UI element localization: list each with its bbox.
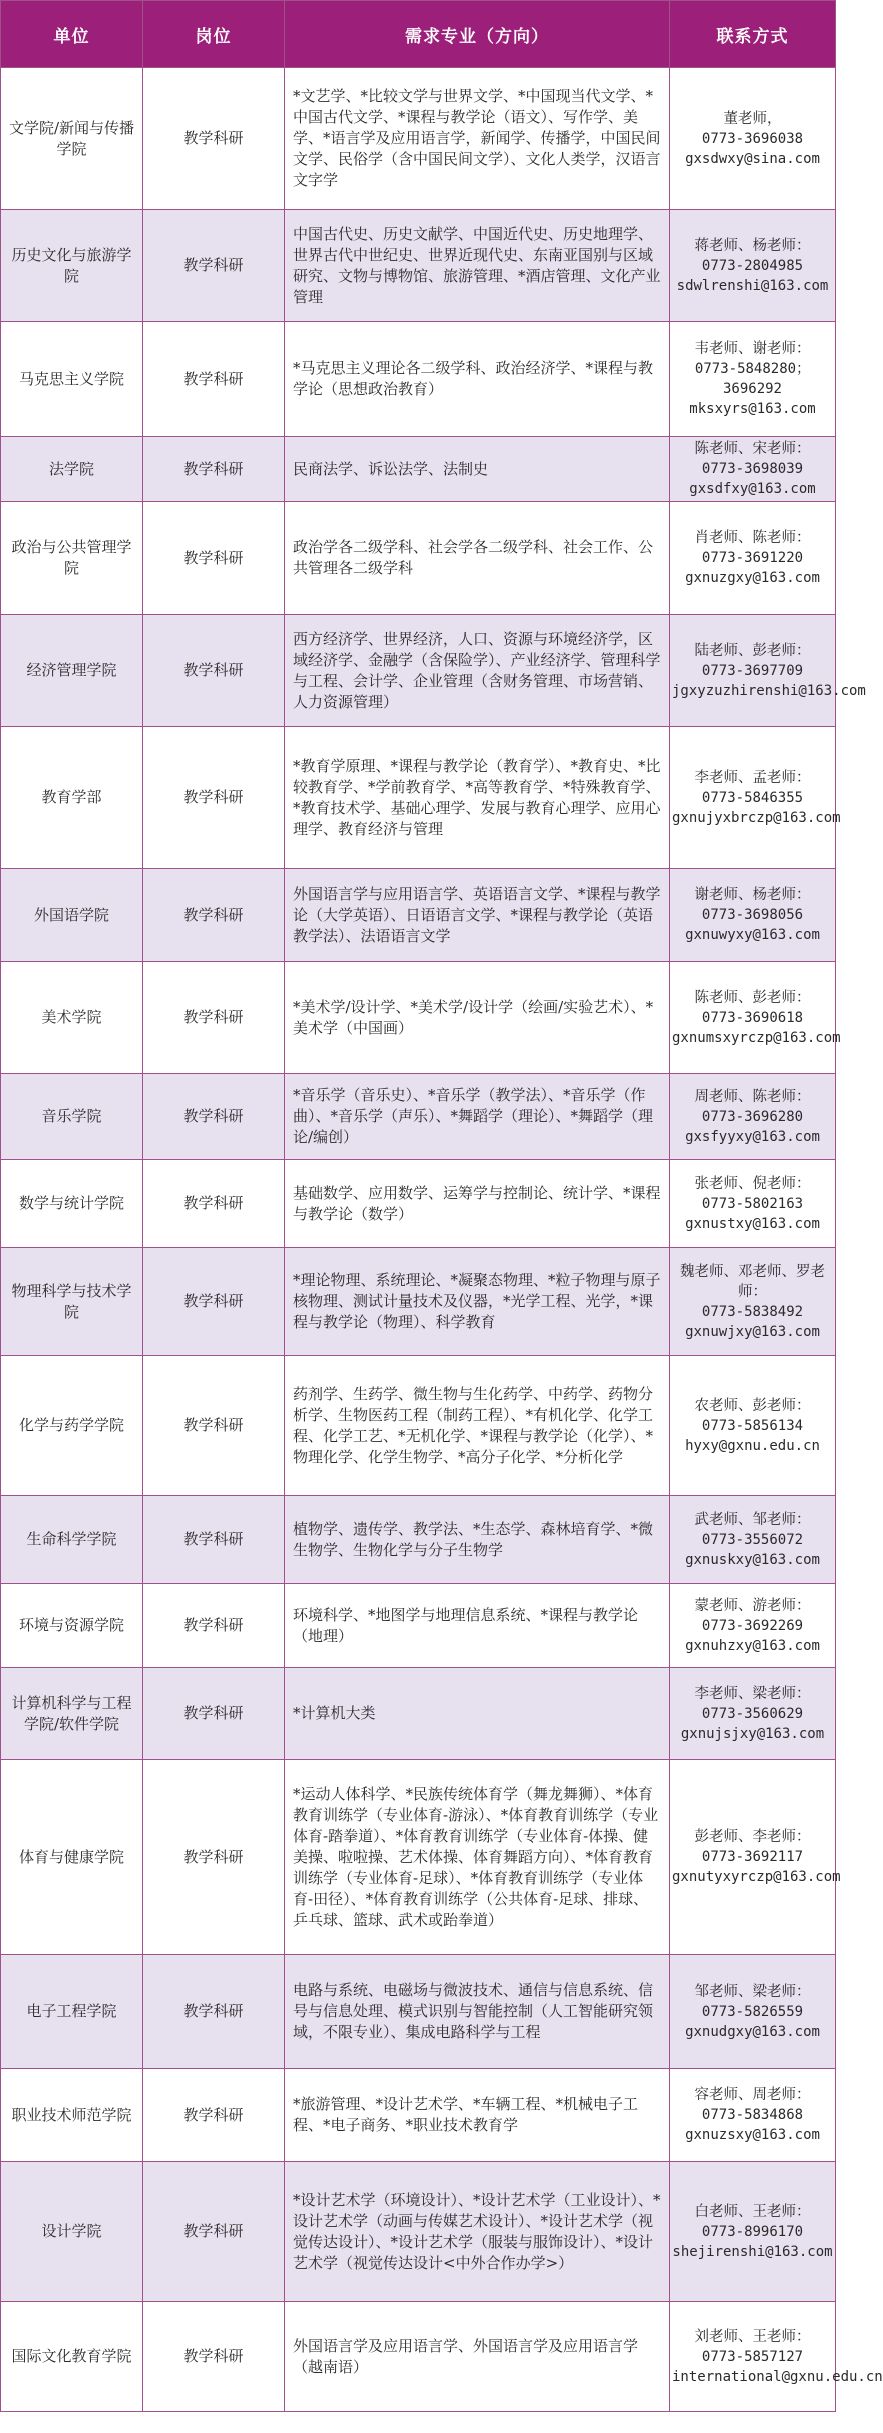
contact-name: 李老师、孟老师： xyxy=(694,769,811,786)
contact-email[interactable]: mksxyrs@163.com xyxy=(689,401,816,417)
unit-cell: 外国语学院 xyxy=(1,869,143,962)
contact-cell xyxy=(670,502,836,615)
table-row xyxy=(1,2162,836,2302)
unit-cell: 环境与资源学院 xyxy=(1,1584,143,1668)
contact-name: 陈老师、彭老师： xyxy=(694,989,811,1006)
table-row xyxy=(1,1496,836,1584)
contact-name: 彭老师、李老师： xyxy=(694,1829,811,1845)
contact-cell xyxy=(670,1955,836,2069)
contact-cell xyxy=(670,1160,836,1248)
unit-cell: 体育与健康学院 xyxy=(1,1760,143,1955)
contact-phone: 0773-3697709 xyxy=(701,662,804,679)
table-row xyxy=(1,727,836,869)
contact-email[interactable]: shejirenshi@163.com xyxy=(672,2243,833,2260)
contact-cell xyxy=(670,68,836,210)
post-cell: 教学科研 xyxy=(143,1668,285,1760)
contact-email[interactable]: gxnuhzxy@163.com xyxy=(685,1637,820,1654)
table-row xyxy=(1,962,836,1074)
contact-email[interactable]: gxnudgxy@163.com xyxy=(685,2023,820,2040)
major-cell: 民商法学、诉讼法学、法制史 xyxy=(285,437,670,502)
contact-cell xyxy=(670,1356,836,1496)
unit-cell: 教育学部 xyxy=(1,727,143,869)
contact-cell xyxy=(670,1584,836,1668)
unit-cell: 化学与药学学院 xyxy=(1,1356,143,1496)
contact-cell xyxy=(670,1760,841,1955)
contact-phone: 0773-3692117 xyxy=(701,1849,804,1865)
major-cell: *马克思主义理论各二级学科、政治经济学、*课程与教学论（思想政治教育） xyxy=(285,322,670,437)
major-cell: 外国语言学与应用语言学、英语语言文学、*课程与教学论（大学英语）、日语语言文学、*课程与教学论（英语教学法）、法语语言文学 xyxy=(285,869,670,962)
table-row xyxy=(1,210,836,322)
unit-cell: 国际文化教育学院 xyxy=(1,2302,143,2412)
major-cell: *计算机大类 xyxy=(285,1668,670,1760)
contact-phone: 0773-5802163 xyxy=(701,1195,804,1212)
contact-phone: 0773-3696280 xyxy=(701,1108,804,1125)
contact-phone: 0773-5826559 xyxy=(701,2003,804,2020)
contact-cell xyxy=(670,1668,836,1760)
contact-cell xyxy=(670,1074,836,1160)
contact-email[interactable]: gxnuzgxy@163.com xyxy=(685,570,820,586)
contact-email[interactable]: gxnumsxyrczp@163.com xyxy=(672,1029,841,1046)
table-row xyxy=(1,1248,836,1356)
contact-cell xyxy=(670,727,841,869)
unit-cell: 音乐学院 xyxy=(1,1074,143,1160)
major-cell: *文艺学、*比较文学与世界文学、*中国现当代文学、*中国古代文学、*课程与教学论（语文）、写作学、美学、*语言学及应用语言学，新闻学、传播学，中国民间文学、民俗学（含中国民间文学）、文化人类学，汉语言文字学 xyxy=(285,68,670,210)
table-row xyxy=(1,502,836,615)
table-row xyxy=(1,869,836,962)
contact-name: 农老师、彭老师： xyxy=(694,1397,811,1414)
table-row xyxy=(1,615,836,727)
contact-cell xyxy=(670,2162,836,2302)
contact-name: 武老师、邹老师： xyxy=(694,1511,811,1528)
contact-name: 白老师、王老师： xyxy=(694,2203,811,2220)
contact-phone: 0773-3692269 xyxy=(701,1617,804,1634)
contact-name: 董老师， xyxy=(723,110,782,127)
contact-phone: 0773-3691220 xyxy=(701,550,804,566)
contact-phone: 0773-5834868 xyxy=(701,2107,804,2123)
contact-email[interactable]: gxnuskxy@163.com xyxy=(685,1551,820,1568)
header-post: 岗位 xyxy=(143,1,285,68)
post-cell: 教学科研 xyxy=(143,2069,285,2162)
contact-email[interactable]: gxnuzsxy@163.com xyxy=(685,2127,820,2143)
contact-email[interactable]: international@gxnu.edu.cn xyxy=(672,2368,883,2385)
contact-name: 容老师、周老师： xyxy=(694,2087,811,2103)
unit-cell: 电子工程学院 xyxy=(1,1955,143,2069)
contact-email[interactable]: gxnuwjxy@163.com xyxy=(685,1323,820,1340)
major-cell: *设计艺术学（环境设计）、*设计艺术学（工业设计）、*设计艺术学（动画与传媒艺术设计）、*设计艺术学（视觉传达设计）、*设计艺术学（服装与服饰设计）、*设计艺术学（视觉传达设计<中外合作办学>） xyxy=(285,2162,670,2302)
contact-email[interactable]: gxnustxy@163.com xyxy=(685,1215,820,1232)
contact-name: 李老师、梁老师： xyxy=(694,1685,811,1702)
table-row xyxy=(1,1074,836,1160)
contact-phone: 0773-3690618 xyxy=(701,1009,804,1026)
contact-email[interactable]: gxnujsjxy@163.com xyxy=(680,1725,825,1742)
header-major: 需求专业（方向） xyxy=(285,1,670,68)
unit-cell: 政治与公共管理学院 xyxy=(1,502,143,615)
contact-cell xyxy=(670,615,866,727)
contact-email[interactable]: gxnutyxyrczp@163.com xyxy=(672,1869,841,1885)
contact-cell xyxy=(670,210,836,322)
major-cell: *旅游管理、*设计艺术学、*车辆工程、*机械电子工程、*电子商务、*职业技术教育学 xyxy=(285,2069,670,2162)
unit-cell: 数学与统计学院 xyxy=(1,1160,143,1248)
major-cell: 电路与系统、电磁场与微波技术、通信与信息系统、信号与信息处理、模式识别与智能控制（人工智能研究领域，不限专业）、集成电路科学与工程 xyxy=(285,1955,670,2069)
unit-cell: 经济管理学院 xyxy=(1,615,143,727)
contact-name: 张老师、倪老师： xyxy=(694,1175,811,1192)
contact-cell xyxy=(670,1248,836,1356)
major-cell: *教育学原理、*课程与教学论（教育学）、*教育史、*比较教育学、*学前教育学、*高等教育学、*特殊教育学、*教育技术学、基础心理学、发展与教育心理学、应用心理学、教育经济与管理 xyxy=(285,727,670,869)
unit-cell: 法学院 xyxy=(1,437,143,502)
contact-phone: 0773-5846355 xyxy=(701,789,804,806)
contact-email[interactable]: gxnujyxbrczp@163.com xyxy=(672,809,841,826)
table-row xyxy=(1,1760,836,1955)
table-row xyxy=(1,1160,836,1248)
contact-name: 魏老师、邓老师、罗老师： xyxy=(680,1263,825,1300)
contact-cell xyxy=(670,2302,883,2412)
post-cell: 教学科研 xyxy=(143,962,285,1074)
contact-phone: 0773-3556072 xyxy=(701,1531,804,1548)
contact-name: 韦老师、谢老师： xyxy=(694,341,811,357)
header-contact: 联系方式 xyxy=(670,1,836,68)
table-row xyxy=(1,1955,836,2069)
post-cell: 教学科研 xyxy=(143,1074,285,1160)
post-cell: 教学科研 xyxy=(143,437,285,502)
table-row xyxy=(1,68,836,210)
major-cell: 外国语言学及应用语言学、外国语言学及应用语言学（越南语） xyxy=(285,2302,670,2412)
contact-phone: 0773-5857127 xyxy=(701,2348,804,2365)
contact-name: 邹老师、梁老师： xyxy=(694,1983,811,2000)
contact-email[interactable]: jgxyzuzhirenshi@163.com xyxy=(672,682,866,699)
post-cell: 教学科研 xyxy=(143,1160,285,1248)
contact-phone: 0773-3560629 xyxy=(701,1705,804,1722)
post-cell: 教学科研 xyxy=(143,727,285,869)
unit-cell: 文学院/新闻与传播学院 xyxy=(1,68,143,210)
post-cell: 教学科研 xyxy=(143,1760,285,1955)
contact-phone: 0773-2804985 xyxy=(701,257,804,274)
table-row xyxy=(1,437,836,502)
contact-phone: 0773-5838492 xyxy=(701,1303,804,1320)
contact-email[interactable]: hyxy@gxnu.edu.cn xyxy=(685,1437,820,1454)
post-cell: 教学科研 xyxy=(143,1496,285,1584)
post-cell: 教学科研 xyxy=(143,1248,285,1356)
major-cell: 药剂学、生药学、微生物与生化药学、中药学、药物分析学、生物医药工程（制药工程）、*有机化学、化学工程、化学工艺、*无机化学、*课程与教学论（化学）、*物理化学、化学生物学、*高分子化学、*分析化学 xyxy=(285,1356,670,1496)
table-row xyxy=(1,1356,836,1496)
contact-name: 肖老师、陈老师： xyxy=(694,530,811,546)
unit-cell: 历史文化与旅游学院 xyxy=(1,210,143,322)
major-cell: *美术学/设计学、*美术学/设计学（绘画/实验艺术）、*美术学（中国画） xyxy=(285,962,670,1074)
contact-cell xyxy=(670,962,841,1074)
contact-email[interactable]: sdwlrenshi@163.com xyxy=(676,277,829,294)
contact-phone: 0773-8996170 xyxy=(701,2223,804,2240)
major-cell: *运动人体科学、*民族传统体育学（舞龙舞狮）、*体育教育训练学（专业体育-游泳）、*体育教育训练学（专业体育-踏拳道）、*体育教育训练学（专业体育-体操、健美操、啦啦操、艺术体操、体育舞蹈方向）、*体育教育训练学（专业体育-足球）、*体育教育训练学（专业体育-田径）、*体育教育训练学（公共体育-足球、排球、乒乓球、篮球、武术或跆拳道） xyxy=(285,1760,670,1955)
post-cell: 教学科研 xyxy=(143,869,285,962)
contact-cell xyxy=(670,322,836,437)
contact-name: 陈老师、宋老师： xyxy=(694,441,811,457)
contact-cell xyxy=(670,437,836,502)
contact-cell xyxy=(670,2069,836,2162)
contact-name: 蒋老师、杨老师： xyxy=(694,237,811,254)
unit-cell: 设计学院 xyxy=(1,2162,143,2302)
unit-cell: 职业技术师范学院 xyxy=(1,2069,143,2162)
unit-cell: 计算机科学与工程学院/软件学院 xyxy=(1,1668,143,1760)
table-header-row xyxy=(1,1,836,68)
unit-cell: 物理科学与技术学院 xyxy=(1,1248,143,1356)
major-cell: *音乐学（音乐史）、*音乐学（教学法）、*音乐学（作曲）、*音乐学（声乐）、*舞蹈学（理论）、*舞蹈学（理论/编创） xyxy=(285,1074,670,1160)
contact-phone: 0773-3698056 xyxy=(701,907,804,923)
contact-name: 陆老师、彭老师： xyxy=(694,642,811,659)
contact-phone: 0773-5848280；3696292 xyxy=(694,361,811,397)
unit-cell: 生命科学学院 xyxy=(1,1496,143,1584)
contact-name: 蒙老师、游老师： xyxy=(694,1597,811,1614)
contact-cell xyxy=(670,869,836,962)
post-cell: 教学科研 xyxy=(143,502,285,615)
major-cell: 基础数学、应用数学、运筹学与控制论、统计学、*课程与教学论（数学） xyxy=(285,1160,670,1248)
contact-phone: 0773-5856134 xyxy=(701,1417,804,1434)
major-cell: 西方经济学、世界经济，人口、资源与环境经济学，区域经济学、金融学（含保险学）、产业经济学、管理科学与工程、会计学、企业管理（含财务管理、市场营销、人力资源管理） xyxy=(285,615,670,727)
major-cell: 中国古代史、历史文献学、中国近代史、历史地理学、世界古代中世纪史、世界近现代史、东南亚国别与区域研究、文物与博物馆、旅游管理、*酒店管理、文化产业管理 xyxy=(285,210,670,322)
major-cell: *理论物理、系统理论、*凝聚态物理、*粒子物理与原子核物理、测试计量技术及仪器，*光学工程、光学，*课程与教学论（物理）、科学教育 xyxy=(285,1248,670,1356)
post-cell: 教学科研 xyxy=(143,2302,285,2412)
table-row xyxy=(1,2069,836,2162)
header-unit: 单位 xyxy=(1,1,143,68)
unit-cell: 美术学院 xyxy=(1,962,143,1074)
post-cell: 教学科研 xyxy=(143,68,285,210)
post-cell: 教学科研 xyxy=(143,1955,285,2069)
contact-name: 刘老师、王老师： xyxy=(694,2328,811,2345)
contact-name: 谢老师、杨老师： xyxy=(694,887,811,903)
contact-cell xyxy=(670,1496,836,1584)
post-cell: 教学科研 xyxy=(143,2162,285,2302)
post-cell: 教学科研 xyxy=(143,1584,285,1668)
major-cell: 植物学、遗传学、教学法、*生态学、森林培育学、*微生物学、生物化学与分子生物学 xyxy=(285,1496,670,1584)
table-row xyxy=(1,1668,836,1760)
contact-phone: 0773-3696038 xyxy=(701,130,804,147)
contact-email[interactable]: gxsfyyxy@163.com xyxy=(685,1128,820,1145)
table-row xyxy=(1,1584,836,1668)
table-row xyxy=(1,322,836,437)
major-cell: 环境科学、*地图学与地理信息系统、*课程与教学论（地理） xyxy=(285,1584,670,1668)
post-cell: 教学科研 xyxy=(143,210,285,322)
contact-phone: 0773-3698039 xyxy=(701,461,804,477)
contact-email[interactable]: gxsdwxy@sina.com xyxy=(685,150,820,167)
contact-email[interactable]: gxsdfxy@163.com xyxy=(689,481,816,497)
table-row xyxy=(1,2302,836,2412)
unit-cell: 马克思主义学院 xyxy=(1,322,143,437)
contact-name: 周老师、陈老师： xyxy=(694,1088,811,1105)
post-cell: 教学科研 xyxy=(143,615,285,727)
major-cell: 政治学各二级学科、社会学各二级学科、社会工作、公共管理各二级学科 xyxy=(285,502,670,615)
post-cell: 教学科研 xyxy=(143,1356,285,1496)
contact-email[interactable]: gxnuwyxy@163.com xyxy=(685,927,820,943)
post-cell: 教学科研 xyxy=(143,322,285,437)
